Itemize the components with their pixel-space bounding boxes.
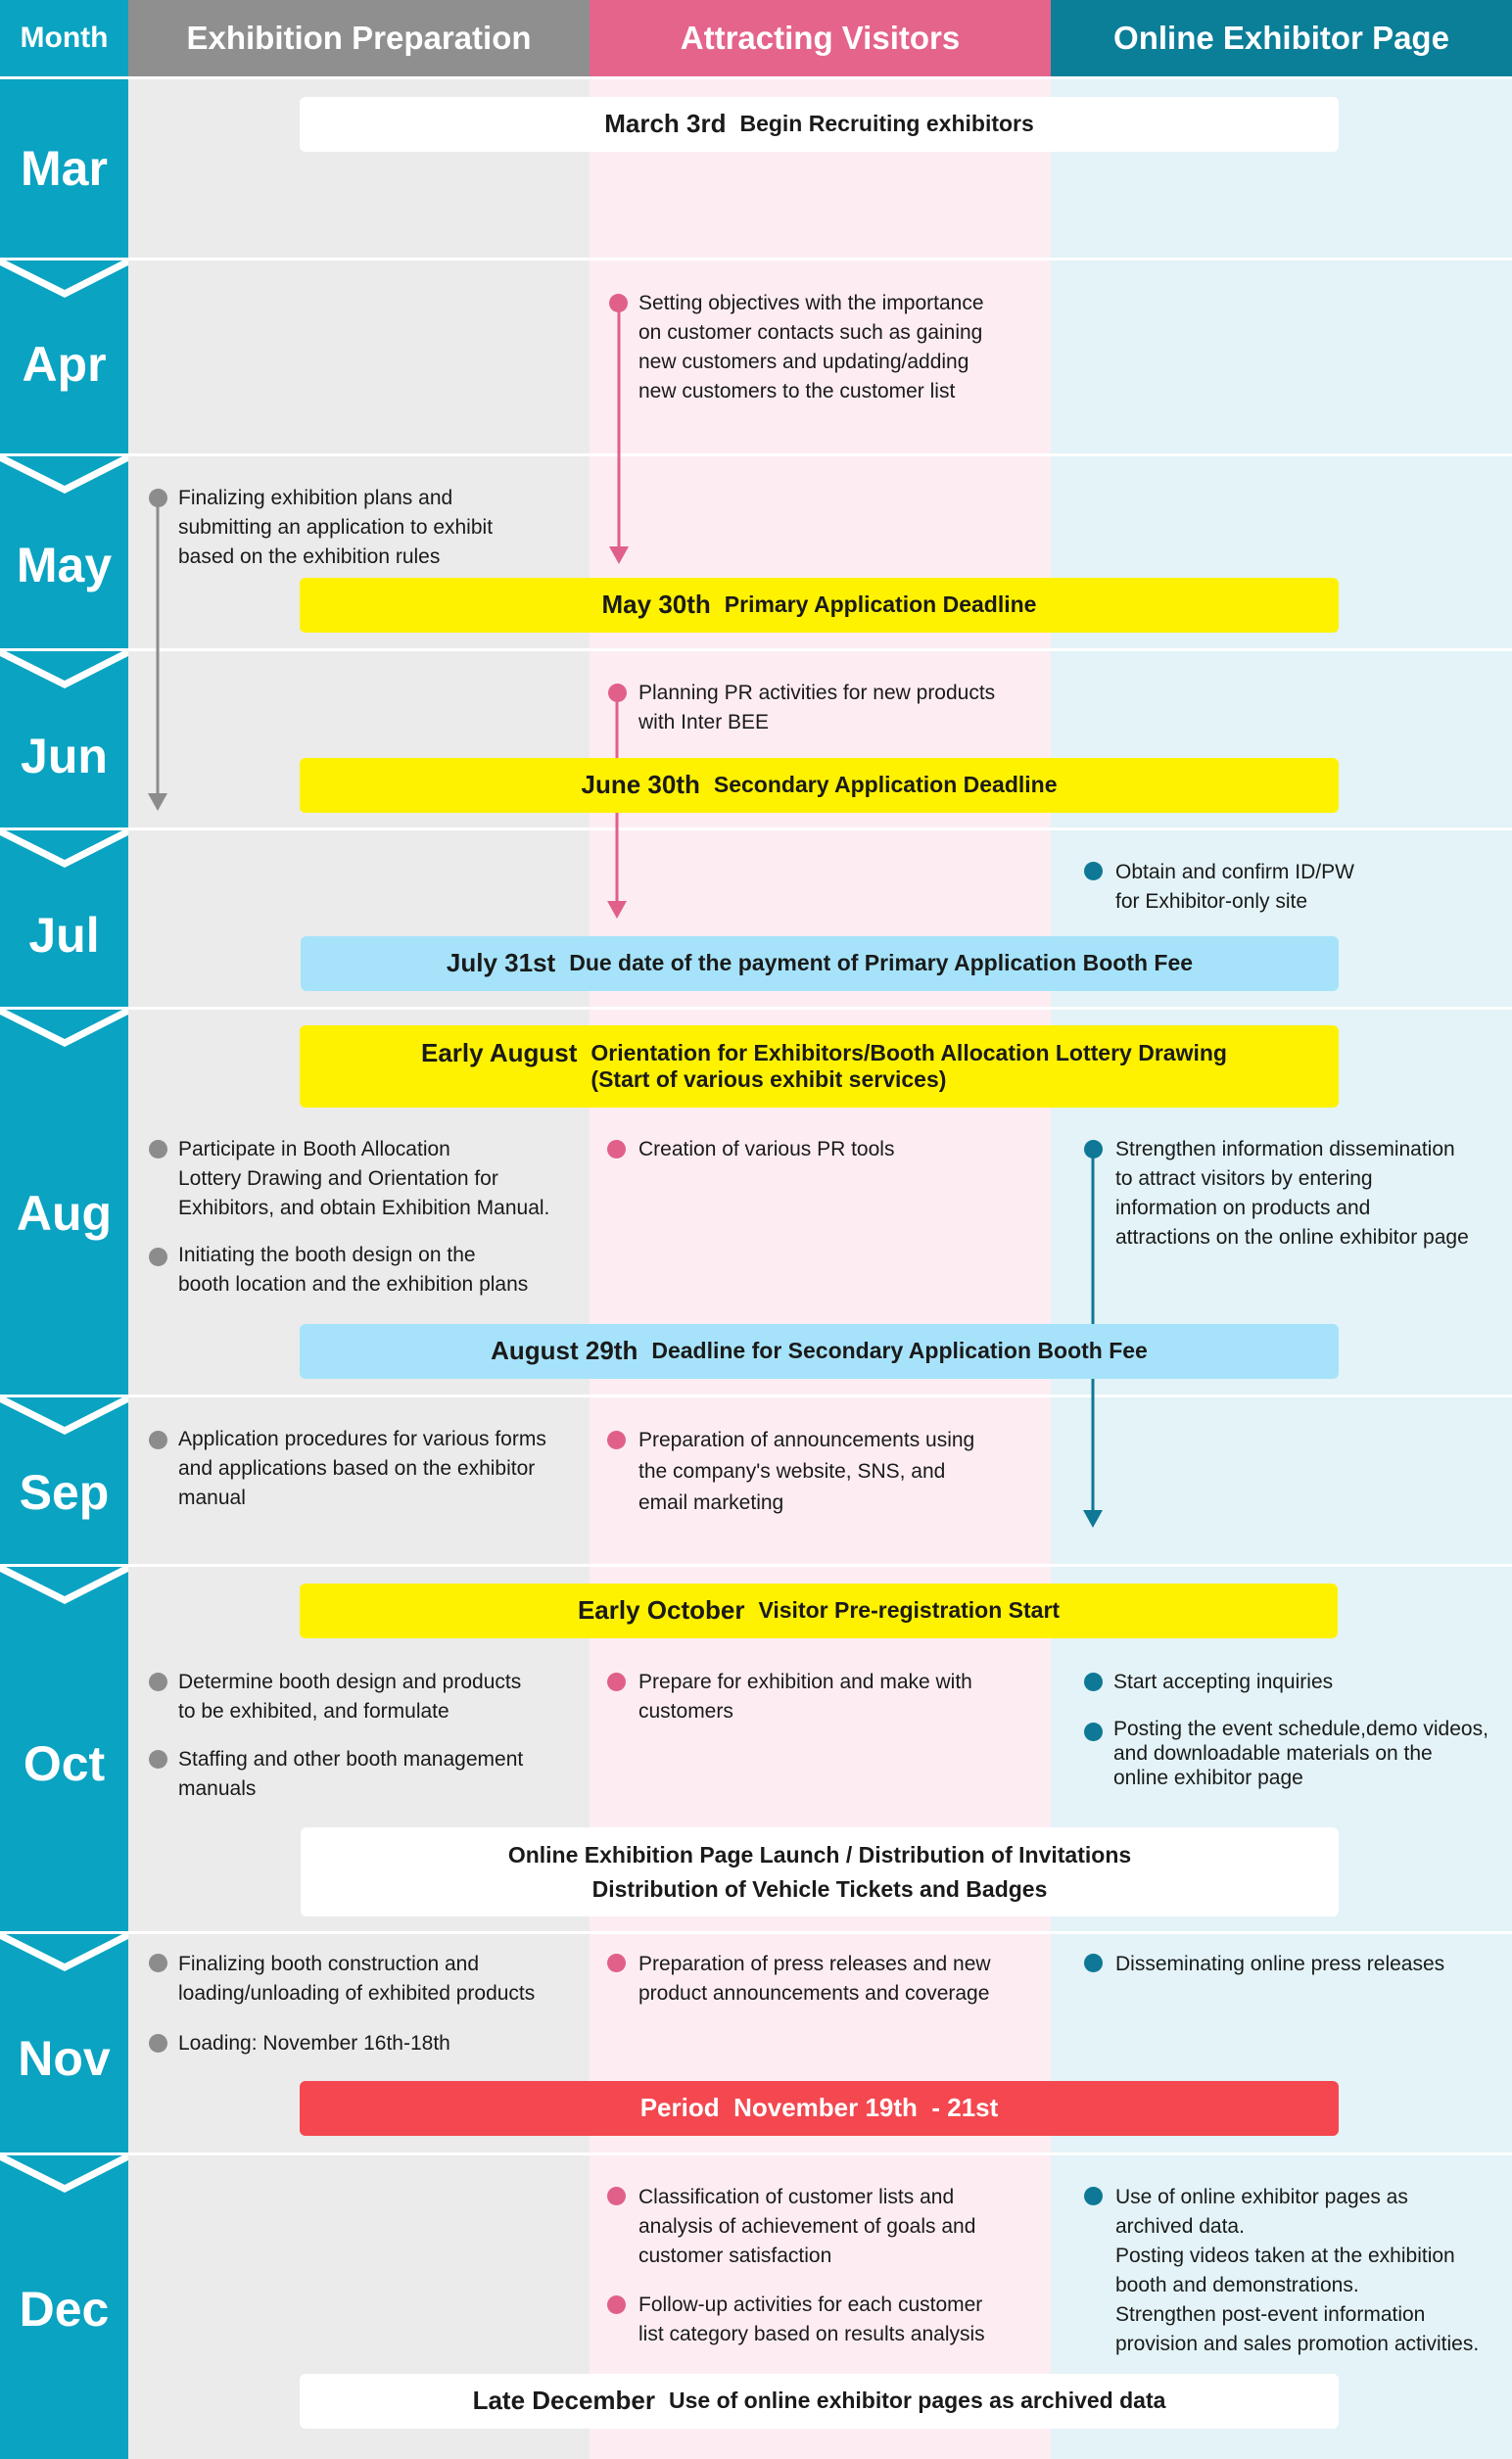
month-label-mar: Mar [21, 141, 108, 196]
task-oct-prep-1: Determine booth design and products to be exhibited, and formulate [178, 1671, 522, 1723]
milestone-jun-deadline [300, 758, 1339, 813]
bullet-dot [607, 2295, 626, 2314]
bullet-dot [149, 1673, 167, 1691]
chevron-divider [0, 453, 128, 494]
month-header: Month [0, 0, 128, 76]
task-oct-visitors: Prepare for exhibition and make with customers [638, 1671, 972, 1723]
chevron-divider [0, 1564, 128, 1604]
milestone-text: Due date of the payment of Primary Application Booth Fee [569, 950, 1194, 976]
chevron-divider [0, 1931, 128, 1971]
month-label-jun: Jun [21, 729, 108, 783]
month-label-aug: Aug [16, 1186, 113, 1241]
task-nov-visitors: Preparation of press releases and new product announcements and coverage [638, 1953, 991, 2005]
milestone-date: Early October [577, 1595, 745, 1626]
milestone-date: Late December [472, 2386, 655, 2416]
bullet-dot [149, 1750, 167, 1769]
bullet-dot [607, 1431, 626, 1449]
month-label-apr: Apr [22, 337, 107, 392]
month-label-nov: Nov [18, 2031, 111, 2086]
chevron-divider [0, 258, 128, 298]
milestone-may-deadline [300, 578, 1339, 633]
task-jun-visitors: Planning PR activities for new products with Inter BEE [638, 682, 996, 733]
chevron-divider [0, 1007, 128, 1047]
milestone-nov-period [300, 2081, 1339, 2136]
bullet-dot [149, 2034, 167, 2053]
month-label-may: May [16, 538, 113, 592]
milestone-jul-payment [301, 936, 1339, 991]
bullet-dot [149, 489, 167, 507]
bullet-dot [149, 1954, 167, 1972]
task-oct-prep-2: Staffing and other booth management manuals [178, 1748, 524, 1800]
chevron-divider [0, 2152, 128, 2193]
month-label-jul: Jul [28, 908, 100, 963]
bullet-dot [1084, 2187, 1103, 2205]
bullet-dot [607, 1140, 626, 1159]
month-label-oct: Oct [23, 1736, 106, 1791]
task-sep-prep: Application procedures for various forms and applications based on the exhibitor manual [178, 1428, 546, 1509]
task-may-prep: Finalizing exhibition plans and submitting an application to exhibit based on the exhibition rules [178, 487, 494, 568]
bullet-dot [608, 684, 627, 702]
milestone-text: Use of online exhibitor pages as archived data [668, 2388, 1166, 2414]
milestone-date: July 31st [446, 948, 556, 978]
bullet-dot [1084, 1673, 1103, 1691]
bullet-dot [1084, 1954, 1103, 1972]
task-aug-visitors: Creation of various PR tools [638, 1138, 895, 1160]
milestone-text: Begin Recruiting exhibitors [739, 111, 1034, 137]
bullet-dot [149, 1431, 167, 1449]
milestone-oct-preregistration [300, 1584, 1338, 1638]
milestone-aug-orientation [300, 1025, 1339, 1108]
task-oct-online-1: Start accepting inquiries [1113, 1671, 1334, 1693]
milestone-oct-launch [301, 1827, 1339, 1916]
milestone-text: Orientation for Exhibitors/Booth Allocation Lottery Drawing (Start of various exhibit services) [591, 1040, 1227, 1092]
task-aug-online: Strengthen information dissemination to attract visitors by entering information on products and attractions on the online exhibitor page [1115, 1138, 1469, 1249]
task-nov-prep-1: Finalizing booth construction and loading/unloading of exhibited products [178, 1953, 536, 2005]
task-sep-visitors: Preparation of announcements using the company's website, SNS, and email marketing [638, 1429, 975, 1514]
task-nov-online: Disseminating online press releases [1115, 1953, 1445, 1975]
chevron-divider [0, 648, 128, 688]
task-dec-visitors-1: Classification of customer lists and analysis of achievement of goals and customer satisfaction [638, 2186, 976, 2267]
task-dec-visitors-2: Follow-up activities for each customer list category based on results analysis [638, 2293, 985, 2345]
milestone-mar-recruiting [300, 97, 1339, 152]
bullet-dot [1084, 1140, 1103, 1159]
milestone-date: May 30th [601, 590, 711, 620]
task-aug-prep-1: Participate in Booth Allocation Lottery Drawing and Orientation for Exhibitors, and obtain Exhibition Manual. [178, 1138, 550, 1219]
month-label-sep: Sep [19, 1465, 110, 1520]
milestone-text: Period November 19th - 21st [639, 2093, 999, 2123]
bullet-dot [1084, 1723, 1103, 1741]
visitors-arrow-head [607, 901, 627, 919]
milestone-date: March 3rd [604, 109, 727, 139]
chevron-divider [0, 1395, 128, 1435]
bullet-dot [149, 1248, 167, 1266]
bullet-dot [149, 1140, 167, 1159]
milestone-date: August 29th [491, 1336, 638, 1366]
task-dec-online: Use of online exhibitor pages as archived data. Posting videos taken at the exhibition booth and demonstrations. Strengthen post-event information provision and sales promotion activities. [1115, 2186, 1480, 2355]
bullet-dot [607, 1954, 626, 1972]
milestone-text: Secondary Application Deadline [713, 772, 1058, 798]
milestone-text: Distribution of Vehicle Tickets and Badges [591, 1875, 1048, 1902]
task-oct-online-2: Posting the event schedule,demo videos, and downloadable materials on the online exhibitor page [1113, 1718, 1488, 1789]
task-aug-prep-2: Initiating the booth design on the booth location and the exhibition plans [178, 1244, 529, 1296]
task-jul-online: Obtain and confirm ID/PW for Exhibitor-only site [1115, 861, 1354, 913]
month-label-dec: Dec [19, 2282, 110, 2337]
milestone-text: Visitor Pre-registration Start [758, 1597, 1061, 1624]
milestone-dec-archive [300, 2374, 1339, 2429]
prep-arrow-head [148, 793, 167, 811]
milestone-text: Primary Application Deadline [724, 591, 1037, 618]
milestone-date: Early August [421, 1038, 578, 1067]
online-arrow-head [1083, 1510, 1103, 1528]
visitors-arrow-head [609, 546, 629, 564]
milestone-text: Deadline for Secondary Application Booth Fee [651, 1338, 1148, 1364]
chevron-divider [0, 828, 128, 868]
bullet-dot [1084, 862, 1103, 880]
milestone-aug29-deadline [300, 1324, 1339, 1379]
bullet-dot [609, 294, 628, 312]
milestone-text: Online Exhibition Page Launch / Distribution of Invitations [507, 1841, 1132, 1868]
bullet-dot [607, 2187, 626, 2205]
prep-header: Exhibition Preparation [128, 0, 590, 76]
visitors-header: Attracting Visitors [590, 0, 1051, 76]
task-nov-prep-2: Loading: November 16th-18th [178, 2032, 450, 2055]
online-header: Online Exhibitor Page [1051, 0, 1512, 76]
task-apr-visitors: Setting objectives with the importance on customer contacts such as gaining new customers and updating/adding new customers to the customer list [638, 292, 984, 402]
bullet-dot [607, 1673, 626, 1691]
milestone-date: June 30th [581, 770, 700, 800]
